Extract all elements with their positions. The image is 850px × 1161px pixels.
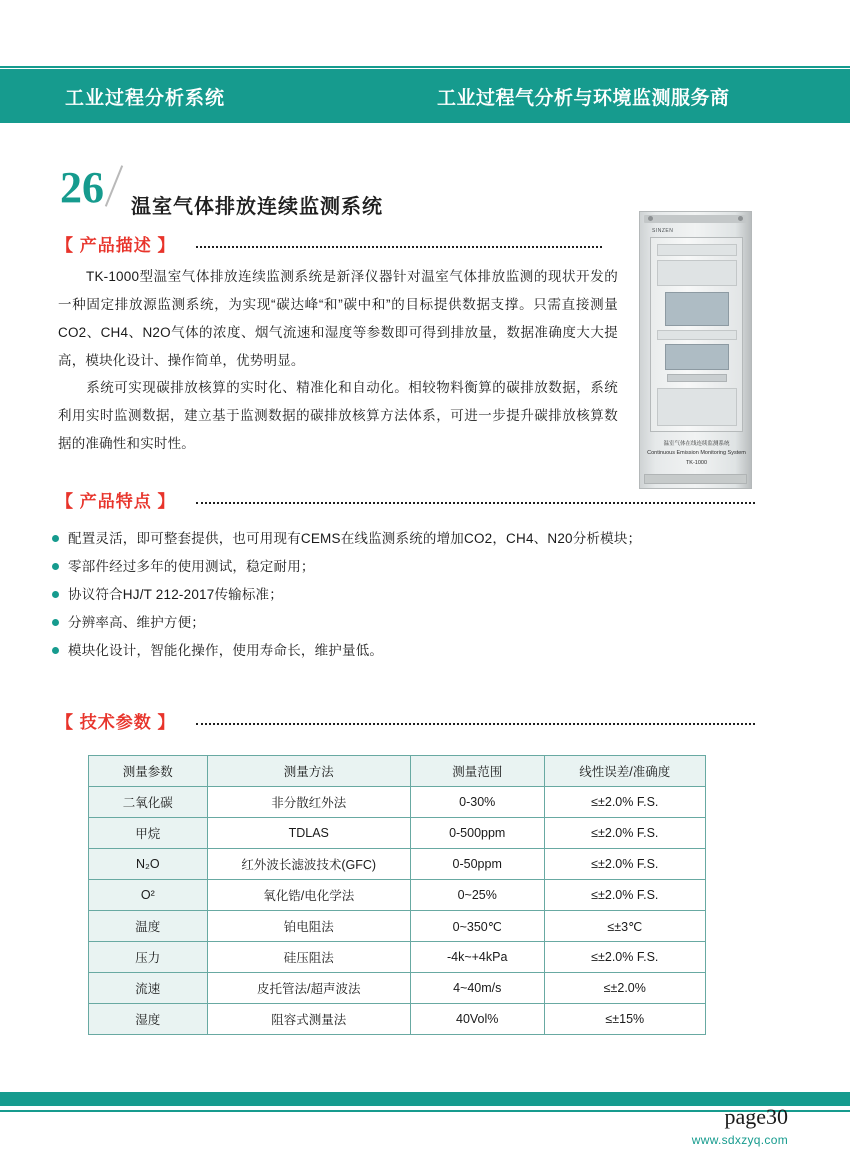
- description-paragraph-1: [58, 263, 618, 375]
- table-cell-range: 0-500ppm: [410, 818, 544, 849]
- table-cell-method: 硅压阻法: [207, 942, 410, 973]
- cabinet-display-screen-1: [665, 292, 729, 326]
- table-column-header-3: 测量范围: [410, 756, 544, 787]
- feature-item-4-text: 分辨率高、维护方便；: [68, 615, 205, 630]
- table-row: [89, 818, 706, 849]
- bullet-icon: [52, 563, 59, 570]
- table-cell-range: 0~25%: [410, 880, 544, 911]
- table-cell-method: 铂电阻法: [207, 911, 410, 942]
- cabinet-caption-en: Continuous Emission Monitoring System: [647, 450, 746, 456]
- features-heading-dots: [196, 501, 755, 504]
- parameters-heading: 【 技术参数 】: [56, 713, 176, 732]
- table-row: [89, 1004, 706, 1035]
- table-row: [89, 942, 706, 973]
- table-cell-method: 红外波长滤波技术(GFC): [207, 849, 410, 880]
- header-right-title: 工业过程气分析与环境监测服务商: [437, 87, 730, 109]
- header-band: [0, 69, 850, 123]
- cabinet-module-strip-3: [657, 330, 737, 340]
- table-cell-parameter: 压力: [89, 942, 208, 973]
- table-cell-range: 0~350℃: [410, 911, 544, 942]
- table-cell-method: 皮托管法/超声波法: [207, 973, 410, 1004]
- table-cell-range: 40Vol%: [410, 1004, 544, 1035]
- table-cell-range: 0-30%: [410, 787, 544, 818]
- description-heading-dots: [196, 245, 602, 248]
- cabinet-base: [644, 474, 747, 484]
- feature-item-1-text: 配置灵活，即可整套提供，也可用现有CEMS在线监测系统的增加CO2，CH4、N20分析模块；: [68, 531, 642, 546]
- feature-item-2: [52, 555, 315, 575]
- bullet-icon: [52, 591, 59, 598]
- parameters-heading-dots: [196, 722, 755, 725]
- section-number: 26: [60, 163, 104, 212]
- table-cell-accuracy: ≤±2.0% F.S.: [544, 849, 705, 880]
- table-row: [89, 911, 706, 942]
- table-cell-parameter: 温度: [89, 911, 208, 942]
- feature-item-1: [52, 527, 641, 547]
- table-cell-range: -4k~+4kPa: [410, 942, 544, 973]
- table-cell-accuracy: ≤±2.0%: [544, 973, 705, 1004]
- cabinet-button-row: [667, 374, 727, 382]
- table-column-header-4: 线性误差/准确度: [544, 756, 705, 787]
- table-column-header-2: 测量方法: [207, 756, 410, 787]
- table-row: [89, 973, 706, 1004]
- page-number: page30: [724, 1104, 788, 1129]
- feature-item-5-text: 模块化设计，智能化操作，使用寿命长，维护量低。: [68, 643, 384, 658]
- table-column-header-1: 测量参数: [89, 756, 208, 787]
- cabinet-display-screen-2: [665, 344, 729, 370]
- feature-item-4: [52, 611, 205, 631]
- feature-item-2-text: 零部件经过多年的使用测试，稳定耐用；: [68, 559, 315, 574]
- table-header-row: [89, 756, 706, 787]
- table-cell-accuracy: ≤±2.0% F.S.: [544, 942, 705, 973]
- table-row: [89, 880, 706, 911]
- header-inner: [0, 69, 850, 123]
- table-cell-method: 氧化锆/电化学法: [207, 880, 410, 911]
- website-url: www.sdxzyq.com: [691, 1133, 788, 1147]
- bullet-icon: [52, 647, 59, 654]
- cabinet-model-label: TK-1000: [685, 460, 708, 466]
- table-cell-parameter: 流速: [89, 973, 208, 1004]
- cabinet-door: [650, 237, 743, 432]
- table-cell-accuracy: ≤±15%: [544, 1004, 705, 1035]
- section-divider-slash: [105, 165, 123, 207]
- table-cell-parameter: 二氧化碳: [89, 787, 208, 818]
- cabinet-brand-label: SINZEN: [652, 228, 674, 234]
- table-cell-parameter: O²: [89, 880, 208, 911]
- table-cell-accuracy: ≤±2.0% F.S.: [544, 880, 705, 911]
- table-cell-accuracy: ≤±3℃: [544, 911, 705, 942]
- table-cell-accuracy: ≤±2.0% F.S.: [544, 818, 705, 849]
- feature-item-5: [52, 639, 383, 659]
- table-cell-method: 非分散红外法: [207, 787, 410, 818]
- header-left-title: 工业过程分析系统: [65, 87, 226, 109]
- feature-item-3: [52, 583, 283, 603]
- cabinet-module-strip-2: [657, 260, 737, 286]
- description-heading: 【 产品描述 】: [56, 236, 176, 255]
- product-photo: [639, 211, 752, 489]
- footer-band: [0, 1092, 850, 1106]
- cabinet-lift-hole-right: [738, 216, 743, 221]
- header-top-rule: [0, 66, 850, 68]
- bullet-icon: [52, 535, 59, 542]
- table-cell-method: 阻容式测量法: [207, 1004, 410, 1035]
- table-cell-parameter: N₂O: [89, 849, 208, 880]
- description-paragraph-2: [58, 374, 618, 458]
- features-heading: 【 产品特点 】: [56, 492, 176, 511]
- table-row: [89, 849, 706, 880]
- cabinet-module-strip-4: [657, 388, 737, 426]
- feature-item-3-text: 协议符合HJ/T 212-2017传输标准；: [68, 587, 283, 602]
- description-paragraph-2-text: 系统可实现碳排放核算的实时化、精准化和自动化。相较物料衡算的碳排放数据，系统利用实时监测数据，建立基于监测数据的碳排放核算方法体系，可进一步提升碳排放核算数据的准确性和实时性。: [58, 380, 618, 451]
- table-row: [89, 787, 706, 818]
- table-cell-parameter: 湿度: [89, 1004, 208, 1035]
- table-cell-parameter: 甲烷: [89, 818, 208, 849]
- description-paragraph-1-text: TK-1000型温室气体排放连续监测系统是新泽仪器针对温室气体排放监测的现状开发的一种固定排放源监测系统，为实现“碳达峰“和”碳中和”的目标提供数据支撑。只需直接测量CO2、CH4、N2O气体的浓度、烟气流速和湿度等参数即可得到排放量，数据准确度大大提高，模块化设计、操作简单，优势明显。: [58, 269, 618, 368]
- cabinet-top-panel: [644, 215, 747, 223]
- parameters-table: [88, 755, 706, 1035]
- table-cell-method: TDLAS: [207, 818, 410, 849]
- footer-rule: [0, 1110, 850, 1112]
- section-title: 温室气体排放连续监测系统: [131, 196, 383, 218]
- cabinet-lift-hole-left: [648, 216, 653, 221]
- table-cell-range: 4~40m/s: [410, 973, 544, 1004]
- cabinet-module-strip-1: [657, 244, 737, 256]
- table-cell-range: 0-50ppm: [410, 849, 544, 880]
- cabinet-caption-cn: 温室气体在线连续监测系统: [663, 441, 730, 447]
- bullet-icon: [52, 619, 59, 626]
- table-cell-accuracy: ≤±2.0% F.S.: [544, 787, 705, 818]
